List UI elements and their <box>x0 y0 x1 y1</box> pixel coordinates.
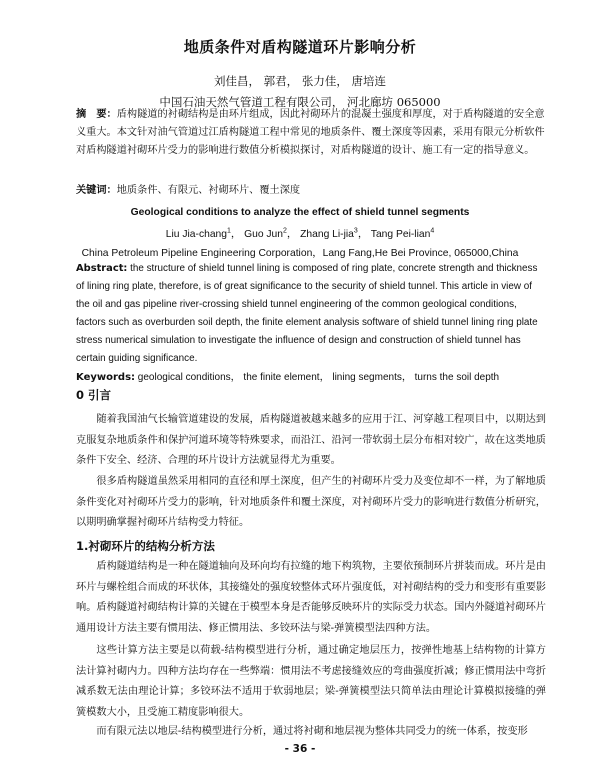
authors-en: Liu Jia-chang$^1$， Guo Jun$^2$， Zhang Li-jia$^3$， Tang Pei-lian$^4$ <box>165 227 435 240</box>
author-en: Tang Pei-lian <box>370 229 431 240</box>
author-en: Guo Jun <box>244 229 284 240</box>
paragraph: 这些计算方法主要是以荷载-结构模型进行分析，通过确定地层压力，按弹性地基上结构物的计算方法计算衬砌内力。四种方法均存在一些弊端：惯用法不考虑接缝效应的弯曲强度折减；修正惯用法中弯折减系数无法由理论计算；多铰环法不适用于软弱地层；梁-弹簧模型法只简单法由理论计算模拟接缝的弹簧模数大小，且受施工精度影响很大。 <box>76 645 546 718</box>
abstract-en <box>76 260 544 368</box>
keywords-en <box>76 368 546 383</box>
paper-title-cn: 地质条件对盾构隧道环片影响分析 <box>183 38 417 56</box>
abstract-cn-label: 摘 要： <box>76 109 117 120</box>
abstract-cn-text: 盾构隧道的衬砌结构是由环片组成，因此衬砌环片的混凝土强度和厚度，对于盾构隧道的安全意义重大。本文针对油气管道过江盾构隧道工程中常见的地质条件、覆土深度等因素，采用有限元分析软件对盾构隧道衬砌环片受力的影响进行数值分析模拟探讨，对盾构隧道的设计、施工有一定的指导意义。 <box>76 109 545 157</box>
paragraph: 随着我国油气长输管道建设的发展，盾构隧道被越来越多的应用于江、河穿越工程项目中，以期达到克服复杂地质条件和保护河道环境等特殊要求，而沿江、沿河一带软弱土层分布相对较广，故在这类地质条件下安全、经济、合理的环片设计方法就显得尤为重要。 <box>76 414 546 467</box>
author-sup: 3 <box>353 227 358 235</box>
abstract-cn <box>76 106 546 161</box>
author-en: Liu Jia-chang <box>165 229 227 240</box>
keywords-en-text: geological conditions， the finite element， lining segments， turns the soil depth <box>135 372 500 383</box>
affiliation-en: China Petroleum Pipeline Engineering Corporation，Lang Fang,He Bei Province, 065000,China <box>81 248 519 259</box>
paper-title-en: Geological conditions to analyze the effect of shield tunnel segments <box>130 207 470 218</box>
abstract-en-text: the structure of shield tunnel lining is composed of ring plate, concrete strength and thickness of lining ring plate, therefore, is of great significance to the security of shield tunnel. This article in view of the oil and gas pipeline river-crossing shield tunnel engineering of the common geological conditions, factors such as overburden soil depth, the finite element analysis software of shield tunnel lining ring plate stress numerical simulation to investigate the influence of design and construction of shield tunnel has certain guiding significance. <box>76 263 538 364</box>
keywords-cn-text: 地质条件、有限元、衬砌环片、覆土深度 <box>116 185 301 196</box>
paragraph: 盾构隧道结构是一种在隧道轴向及环向均有拉缝的地下构筑物，主要依预制环片拼装而成。环片是由环片与螺栓组合而成的环状体，其接缝处的强度较整体式环片强度低，对衬砌结构的受力和变形有重要影响。盾构隧道衬砌结构计算的关键在于模型本身是否能够反映环片的实际受力状态。国内外隧道衬砌环片通用设计方法主要有惯用法、修正惯用法、多铰环法与梁-弹簧模型法四种方法。 <box>76 561 546 634</box>
page-number: - 36 - <box>284 743 316 755</box>
authors-cn: 刘佳昌， 郭君， 张力佳， 唐培连 <box>214 74 386 88</box>
keywords-en-label: Keywords: <box>76 372 136 383</box>
section-heading-analysis-methods: 1.衬砌环片的结构分析方法 <box>76 539 215 553</box>
affiliation-cn: 中国石油天然气管道工程有限公司， 河北廊坊 065000 <box>159 95 441 109</box>
author-en: Zhang Li-jia <box>300 229 354 240</box>
paragraph: 而有限元法以地层-结构模型进行分析，通过将衬砌和地层视为整体共同受力的统一体系，按变形 <box>96 726 528 737</box>
author-sup: 1 <box>227 227 231 235</box>
section-heading-introduction: 0 引言 <box>76 388 112 402</box>
author-sup: 2 <box>283 227 287 235</box>
keywords-cn-label: 关键词： <box>76 185 117 196</box>
author-sup: 4 <box>430 227 435 235</box>
paragraph: 很多盾构隧道虽然采用相同的直径和厚土深度，但产生的衬砌环片受力及变位却不一样，为了解地质条件变化对衬砌环片受力的影响，针对地质条件和覆土深度，对衬砌环片受力的影响进行数值分析研究，以期明确掌握衬砌环片结构受力特征。 <box>76 476 546 529</box>
keywords-cn <box>76 182 546 200</box>
abstract-en-label: Abstract: <box>76 263 128 274</box>
